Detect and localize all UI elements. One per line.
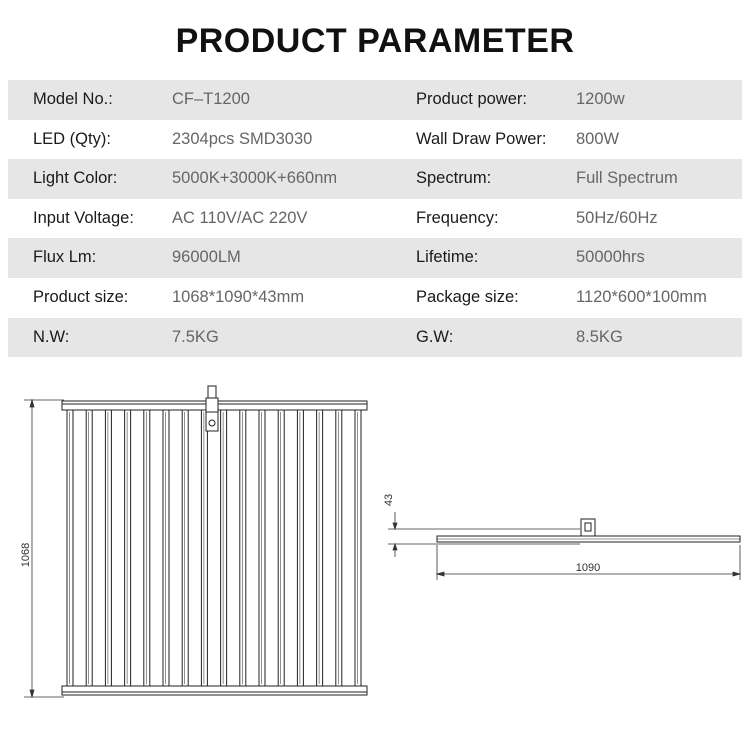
light-bar <box>86 410 92 686</box>
width-label: 1090 <box>575 562 601 574</box>
param-label: G.W: <box>416 327 454 346</box>
param-value: 5000K+3000K+660nm <box>172 169 338 188</box>
param-value: 50000hrs <box>576 248 645 267</box>
bottom-rail <box>62 686 367 695</box>
light-bar <box>278 410 284 686</box>
arrow-right <box>733 572 740 576</box>
light-bar <box>144 410 150 686</box>
light-bar <box>163 410 169 686</box>
light-bar <box>125 410 131 686</box>
light-bar <box>105 410 111 686</box>
thickness-dimension <box>388 512 580 557</box>
arrow-down <box>393 523 397 529</box>
arrow-left <box>437 572 444 576</box>
light-bar <box>221 410 227 686</box>
light-bar <box>182 410 188 686</box>
param-label: Model No.: <box>33 90 113 108</box>
param-label: Frequency: <box>416 208 499 227</box>
param-value: 2304pcs SMD3030 <box>172 129 313 148</box>
param-label: Product size: <box>33 287 129 306</box>
light-bars <box>67 410 361 686</box>
param-value: AC 110V/AC 220V <box>172 208 308 227</box>
param-label: LED (Qty): <box>33 129 111 148</box>
param-value: 1068*1090*43mm <box>172 287 305 306</box>
light-bar <box>355 410 361 686</box>
param-value: Full Spectrum <box>576 169 678 188</box>
driver-bracket <box>208 386 216 398</box>
light-bar <box>336 410 342 686</box>
param-value: 7.5KG <box>172 327 219 346</box>
light-bar <box>201 410 207 686</box>
param-label: Wall Draw Power: <box>416 129 547 148</box>
param-label: Light Color: <box>33 169 118 188</box>
arrow-down <box>30 690 34 697</box>
param-value: CF–T1200 <box>172 90 250 108</box>
arrow-up <box>30 400 34 407</box>
param-label: Package size: <box>416 287 519 306</box>
arrow-up <box>393 544 397 550</box>
side-driver-box <box>581 519 595 536</box>
light-bar <box>259 410 265 686</box>
param-value: 800W <box>576 129 620 148</box>
param-value: 1200w <box>576 90 625 108</box>
light-bar <box>297 410 303 686</box>
side-view-drawing <box>437 519 740 542</box>
light-bar <box>240 410 246 686</box>
param-value: 1120*600*100mm <box>576 287 707 306</box>
light-bar <box>67 410 73 686</box>
height-label: 1068 <box>20 542 32 568</box>
param-value: 8.5KG <box>576 327 623 346</box>
param-label: Lifetime: <box>416 248 479 267</box>
param-label: Spectrum: <box>416 169 492 188</box>
light-bar <box>317 410 323 686</box>
param-label: Flux Lm: <box>33 248 97 267</box>
front-view-drawing <box>62 386 367 695</box>
param-value: 50Hz/60Hz <box>576 208 658 227</box>
thickness-label: 43 <box>383 493 395 507</box>
param-label: Input Voltage: <box>33 208 134 227</box>
param-value: 96000LM <box>172 248 241 267</box>
param-label: N.W: <box>33 327 70 346</box>
page-title: PRODUCT PARAMETER <box>175 22 575 60</box>
param-label: Product power: <box>416 90 527 108</box>
